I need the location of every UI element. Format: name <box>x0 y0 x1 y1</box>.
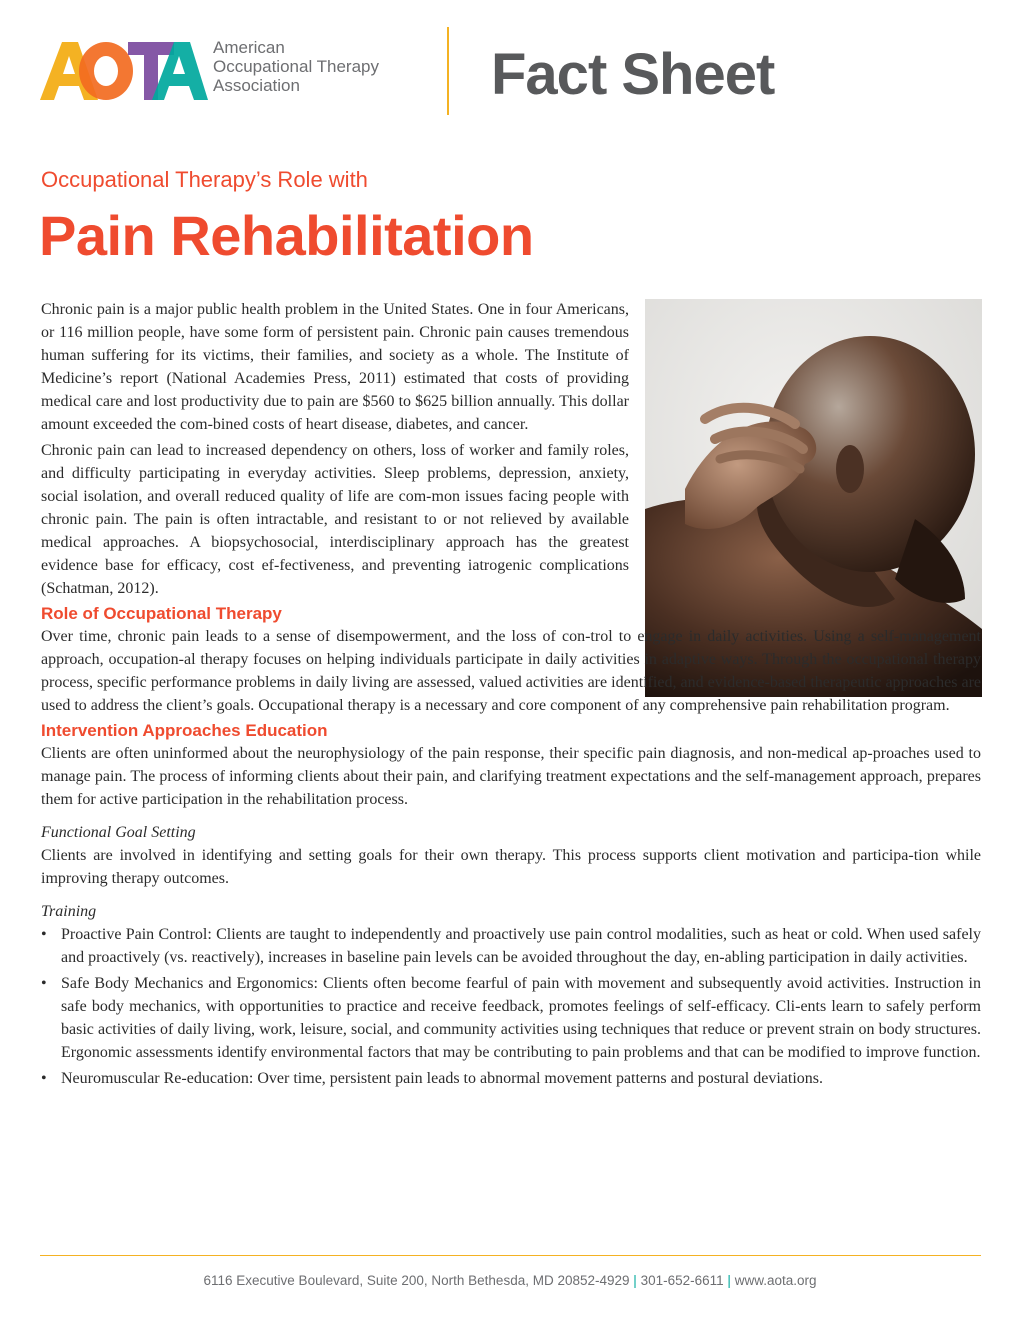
bullet-icon: • <box>41 975 47 992</box>
bullet-icon: • <box>41 926 47 943</box>
intro-paragraph: Chronic pain can lead to increased dependency on others, loss of worker and family roles, and difficulty participating in everyday activities. Sleep problems, depression, anxiety, social isolation, and overall reduced quality of life are com-mon issues facing people with chronic pain. The pain is often intractable, and resistant to or not relieved by available medical approaches. A biopsychosocial, interdisciplinary approach has the greatest evidence base for efficacy, cost ef-fectiveness, and preventing iatrogenic complications (Schatman, 2012). <box>41 442 629 597</box>
footer-phone: 301-652-6611 <box>640 1273 724 1288</box>
body-content <box>41 298 981 1093</box>
org-line: Occupational Therapy <box>213 57 380 76</box>
organization-name <box>213 38 379 95</box>
list-item: • Neuromuscular Re-education: Over time, persistent pain leads to abnormal movement patterns and postural deviations. <box>41 1067 981 1090</box>
footer-divider <box>40 1255 981 1256</box>
list-item: • Proactive Pain Control: Clients are taught to independently and proactively use pain control modalities, such as heat or cold. When used safely and proactively (vs. reactively), increases in baseline pain levels can be avoided throughout the day, en-abling participation in daily activities. <box>41 923 981 969</box>
intro-paragraph: Chronic pain is a major public health problem in the United States. One in four Americans, or 116 million people, have some form of persistent pain. Chronic pain causes tremendous human suffering for its victims, their families, and society as a whole. The Institute of Medicine’s report (National Academies Press, 2011) estimated that costs of providing medical care and lost productivity due to pain are $560 to $625 billion annually. This dollar amount exceeded the com-bined costs of heart disease, diabetes, and cancer. <box>41 301 629 433</box>
footer-website-link[interactable]: www.aota.org <box>734 1273 817 1288</box>
goal-setting-paragraph: Clients are involved in identifying and setting goals for their own therapy. This process supports client motivation and participa-tion while improving therapy outcomes. <box>41 847 981 887</box>
subheading-training: Training <box>41 903 97 920</box>
subheading-goal-setting: Functional Goal Setting <box>41 824 196 841</box>
section-heading-role: Role of Occupational Therapy <box>41 604 282 623</box>
org-line: American <box>213 38 285 57</box>
aota-logo <box>40 40 208 102</box>
document-type: Fact Sheet <box>491 42 775 107</box>
role-paragraph: Over time, chronic pain leads to a sense of disempowerment, and the loss of con-trol to engage in daily activities. Using a self-management approach, occupation-al therapy focuses on helping individuals participate in daily activities in adaptive ways. Through the occupational therapy process, specific performance problems in daily living are assessed, valued activities are identified, and evidence-based therapeutic approaches are used to address the client’s goals. Occupational therapy is a necessary and core component of any comprehensive pain rehabilitation program. <box>41 628 981 714</box>
footer-separator: | <box>727 1273 731 1288</box>
header-divider <box>447 27 449 115</box>
footer <box>0 1273 1020 1288</box>
title-kicker: Occupational Therapy’s Role with <box>41 167 368 192</box>
bullet-icon: • <box>41 1070 47 1087</box>
section-heading-intervention: Intervention Approaches Education <box>41 721 328 740</box>
page-title: Pain Rehabilitation <box>39 204 534 267</box>
org-line: Association <box>213 76 300 95</box>
intervention-paragraph: Clients are often uninformed about the neurophysiology of the pain response, their specific pain diagnosis, and non-medical ap-proaches used to manage pain. The process of informing clients about their pain, and clarifying treatment expectations and the self-management approach, prepares them for active participation in the rehabilitation process. <box>41 745 981 808</box>
footer-separator: | <box>633 1273 637 1288</box>
list-item: • Safe Body Mechanics and Ergonomics: Clients often become fearful of pain with movement and subsequently avoid activities. Instruction in safe body mechanics, with opportunities to practice and receive feedback, promotes feelings of self-efficacy. Cli-ents learn to safely perform basic activities of daily living, work, leisure, social, and community activities using techniques that reduce or prevent strain on body structures. Ergonomic assessments identify environmental factors that may be contributing to pain problems and that can be modified to improve function. <box>41 972 981 1064</box>
training-list <box>41 923 981 1090</box>
footer-address: 6116 Executive Boulevard, Suite 200, North Bethesda, MD 20852-4929 <box>203 1273 630 1288</box>
